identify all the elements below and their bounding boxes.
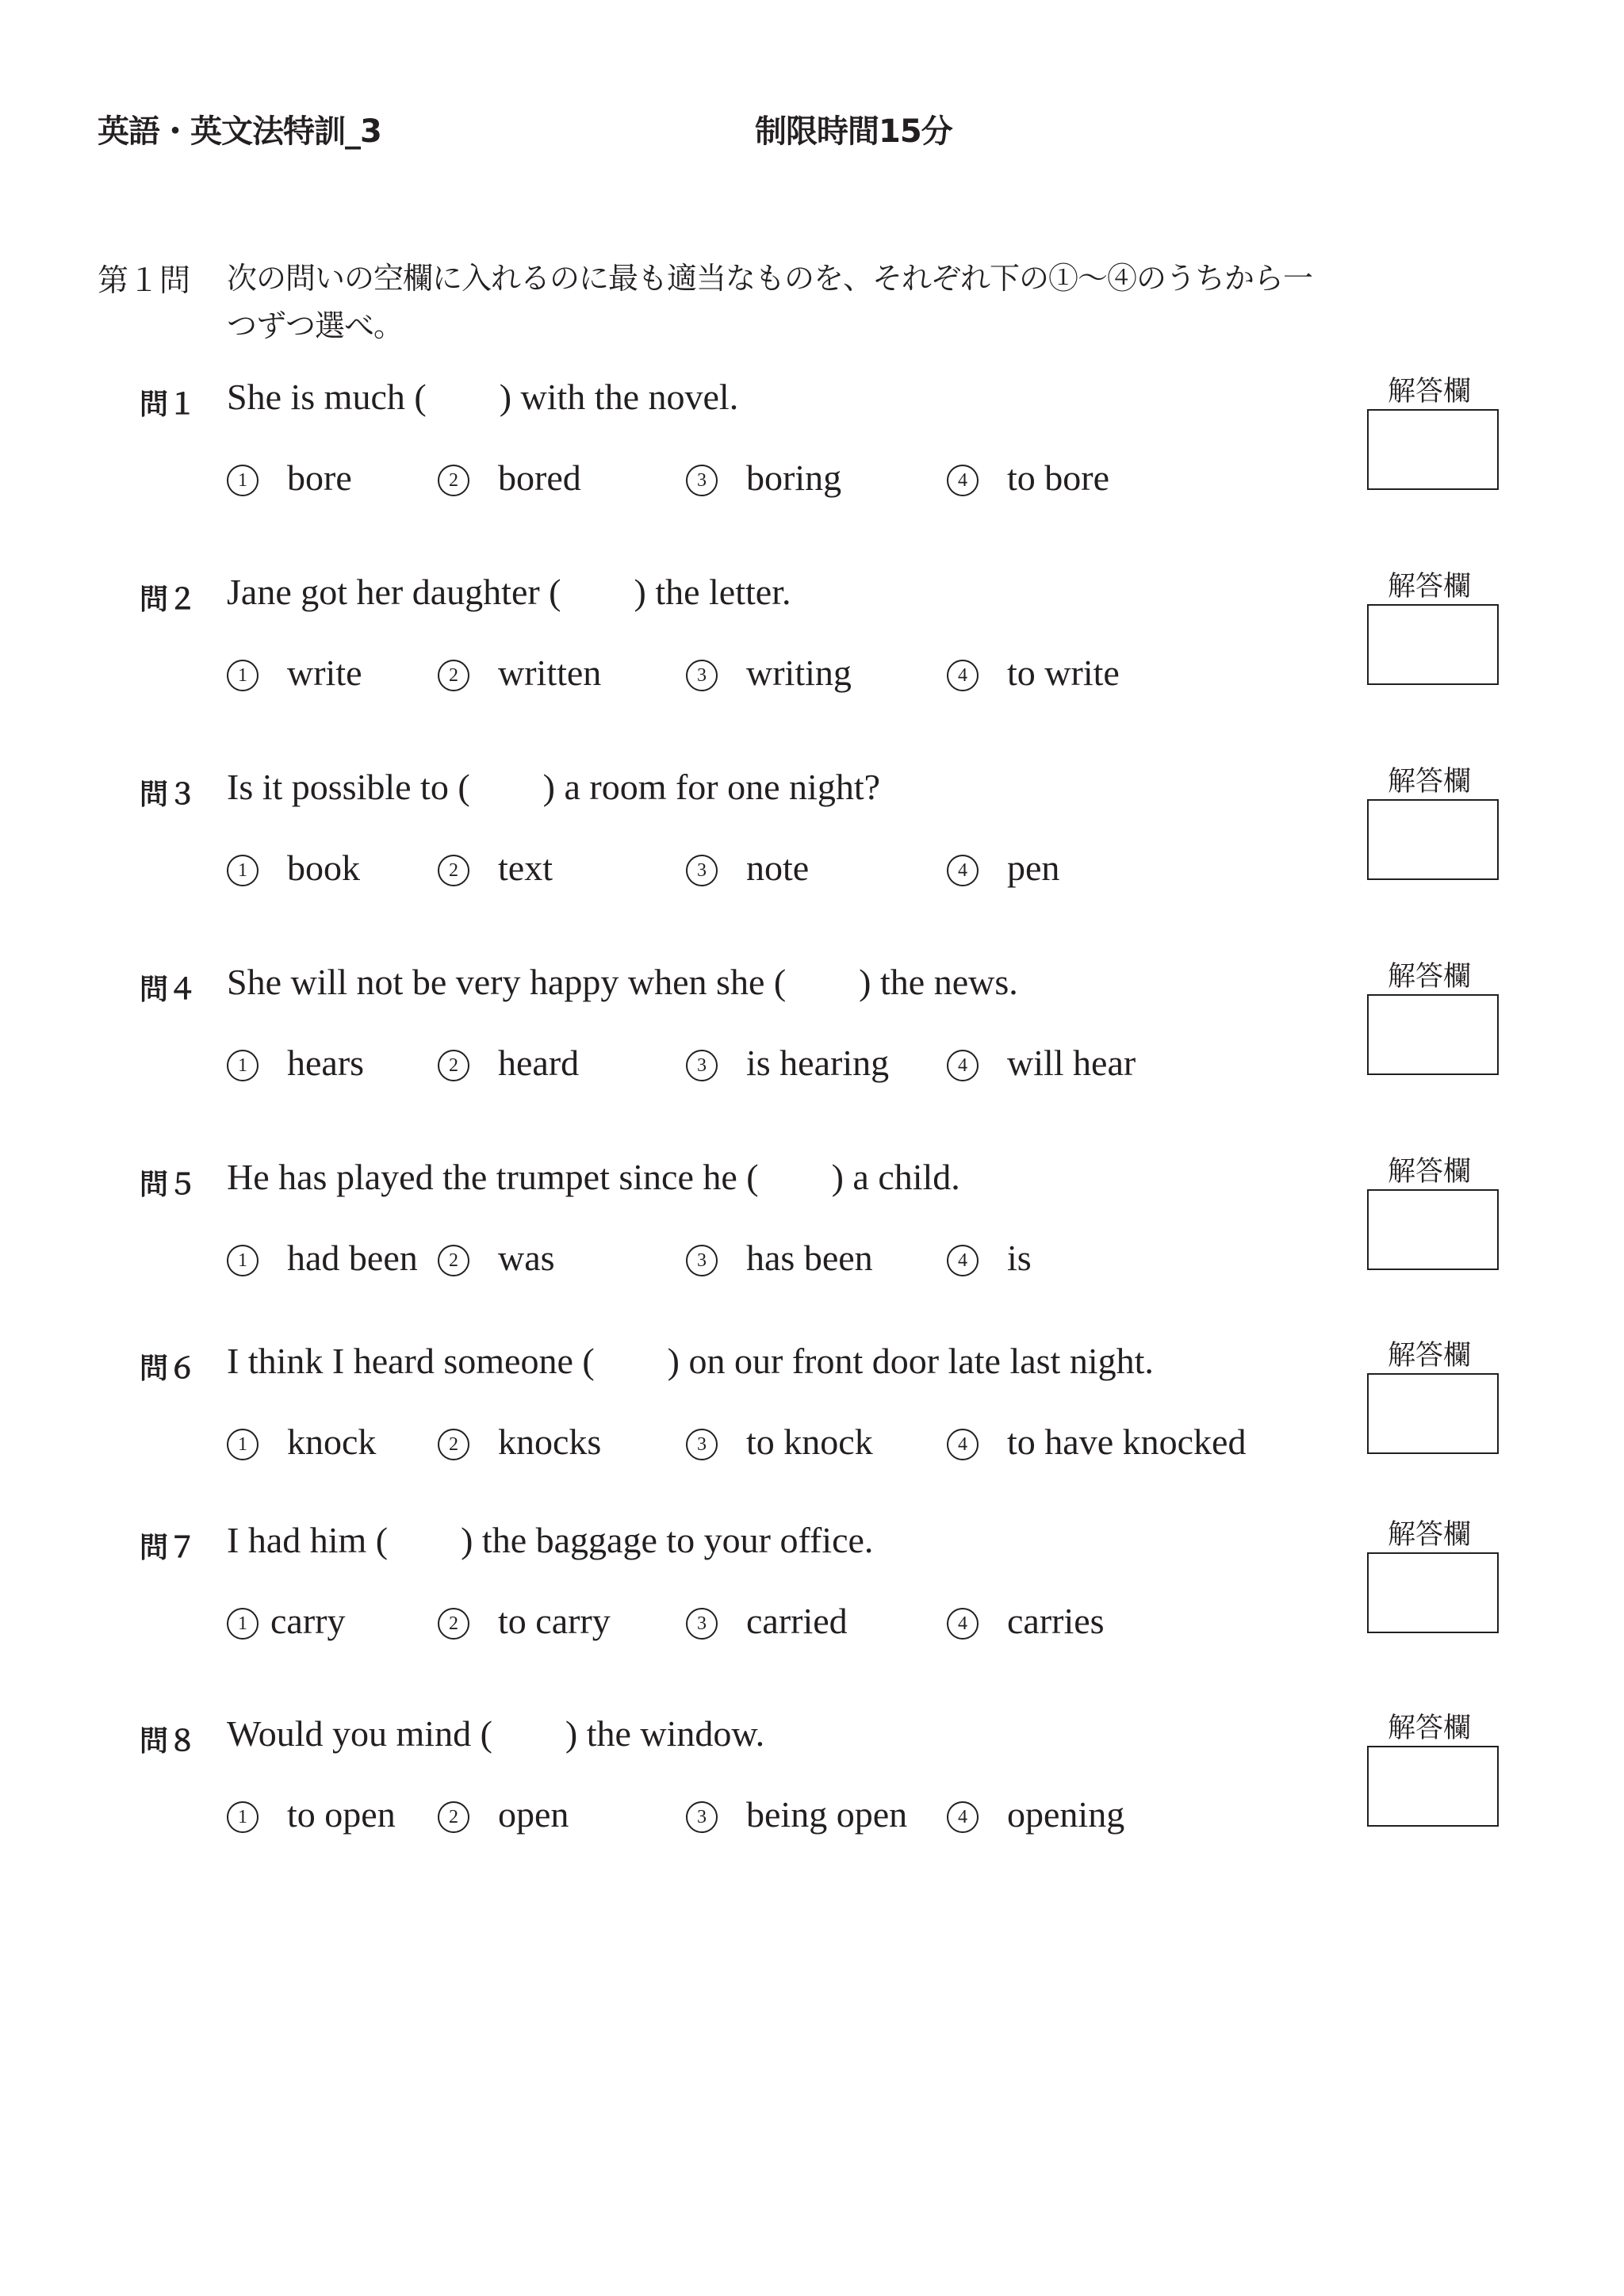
option-text: will hear — [1007, 1043, 1136, 1083]
answer-box-label: 解答欄 — [1388, 1519, 1472, 1551]
option-text: written — [498, 652, 602, 693]
option-number-circle: 1 — [227, 1429, 259, 1460]
option-text: is — [1007, 1238, 1032, 1278]
section-instruction: 次の問いの空欄に入れるのに最も適当なものを、それぞれ下の①〜④のうちから一つずつ選べ。 — [227, 262, 1313, 343]
option-text: pen — [1007, 848, 1060, 888]
option-number-circle: 3 — [686, 465, 718, 496]
option-number-circle: 3 — [686, 1608, 718, 1640]
option-number-circle: 3 — [686, 1050, 718, 1081]
question-text: Jane got her daughter ( ) the letter. — [227, 572, 791, 612]
answer-box[interactable] — [1367, 409, 1499, 490]
question-label: 問７ — [140, 1532, 197, 1564]
answer-box-label: 解答欄 — [1388, 376, 1472, 408]
option-number-circle: 2 — [438, 1050, 469, 1081]
option-number-circle: 3 — [686, 1429, 718, 1460]
question-text: She will not be very happy when she ( ) the news. — [227, 962, 1018, 1002]
option-text: bored — [498, 457, 581, 498]
option-number-circle: 3 — [686, 1801, 718, 1833]
answer-box-label: 解答欄 — [1388, 1156, 1472, 1188]
option-text: carried — [746, 1601, 848, 1641]
option-text: to open — [287, 1794, 396, 1835]
answer-box-label: 解答欄 — [1388, 1712, 1472, 1744]
option-number-circle: 4 — [947, 1050, 979, 1081]
option-text: knocks — [498, 1422, 602, 1462]
option-text: opening — [1007, 1794, 1125, 1835]
option-number-circle: 1 — [227, 1801, 259, 1833]
option-number-circle: 2 — [438, 660, 469, 691]
answer-box[interactable] — [1367, 994, 1499, 1075]
answer-box[interactable] — [1367, 1746, 1499, 1827]
option-number-circle: 4 — [947, 1429, 979, 1460]
option-text: open — [498, 1794, 569, 1835]
question-text: Is it possible to ( ) a room for one night? — [227, 767, 881, 807]
option-number-circle: 3 — [686, 660, 718, 691]
question-text: He has played the trumpet since he ( ) a child. — [227, 1157, 960, 1197]
answer-box-label: 解答欄 — [1388, 1340, 1472, 1372]
option-text: was — [498, 1238, 555, 1278]
option-number-circle: 1 — [227, 1608, 259, 1640]
answer-box[interactable] — [1367, 1189, 1499, 1270]
option-text: to bore — [1007, 457, 1110, 498]
option-text: being open — [746, 1794, 908, 1835]
option-text: has been — [746, 1238, 873, 1278]
time-limit: 制限時間15分 — [755, 113, 952, 150]
option-number-circle: 1 — [227, 855, 259, 886]
option-number-circle: 1 — [227, 660, 259, 691]
option-text: write — [287, 652, 362, 693]
option-number-circle: 4 — [947, 465, 979, 496]
question-text: I had him ( ) the baggage to your office. — [227, 1520, 874, 1560]
option-text: to carry — [498, 1601, 611, 1641]
option-text: to have knocked — [1007, 1422, 1247, 1462]
question-label: 問６ — [140, 1353, 197, 1385]
section-label: 第１問 — [98, 263, 191, 299]
option-number-circle: 4 — [947, 855, 979, 886]
question-text: Would you mind ( ) the window. — [227, 1713, 765, 1754]
question-label: 問２ — [140, 584, 197, 616]
question-label: 問１ — [140, 388, 197, 421]
option-number-circle: 4 — [947, 1801, 979, 1833]
option-number-circle: 3 — [686, 1245, 718, 1276]
option-text: heard — [498, 1043, 580, 1083]
option-text: book — [287, 848, 360, 888]
option-number-circle: 2 — [438, 1245, 469, 1276]
answer-box-label: 解答欄 — [1388, 571, 1472, 603]
answer-box-label: 解答欄 — [1388, 961, 1472, 993]
question-text: I think I heard someone ( ) on our front door late last night. — [227, 1341, 1154, 1381]
option-number-circle: 4 — [947, 660, 979, 691]
option-number-circle: 4 — [947, 1608, 979, 1640]
option-number-circle: 4 — [947, 1245, 979, 1276]
option-number-circle: 2 — [438, 465, 469, 496]
question-text: She is much ( ) with the novel. — [227, 377, 739, 417]
option-text: hears — [287, 1043, 365, 1083]
answer-box[interactable] — [1367, 1373, 1499, 1454]
option-number-circle: 2 — [438, 1801, 469, 1833]
option-text: text — [498, 848, 553, 888]
option-text: carries — [1007, 1601, 1105, 1641]
question-label: 問４ — [140, 974, 197, 1006]
question-label: 問８ — [140, 1725, 197, 1758]
option-text: is hearing — [746, 1043, 890, 1083]
document-title: 英語・英文法特訓_3 — [98, 113, 381, 150]
question-label: 問５ — [140, 1169, 197, 1201]
answer-box[interactable] — [1367, 799, 1499, 880]
option-number-circle: 1 — [227, 1245, 259, 1276]
option-number-circle: 3 — [686, 855, 718, 886]
option-text: had been — [287, 1238, 418, 1278]
answer-box[interactable] — [1367, 1552, 1499, 1633]
option-text: to knock — [746, 1422, 873, 1462]
option-number-circle: 2 — [438, 855, 469, 886]
option-number-circle: 1 — [227, 465, 259, 496]
option-text: boring — [746, 457, 842, 498]
answer-box[interactable] — [1367, 604, 1499, 685]
question-label: 問３ — [140, 779, 197, 811]
option-number-circle: 2 — [438, 1429, 469, 1460]
option-number-circle: 2 — [438, 1608, 469, 1640]
answer-box-label: 解答欄 — [1388, 766, 1472, 798]
option-number-circle: 1 — [227, 1050, 259, 1081]
option-text: carry — [270, 1601, 346, 1641]
option-text: writing — [746, 652, 852, 693]
option-text: knock — [287, 1422, 377, 1462]
option-text: bore — [287, 457, 352, 498]
option-text: note — [746, 848, 810, 888]
option-text: to write — [1007, 652, 1120, 693]
